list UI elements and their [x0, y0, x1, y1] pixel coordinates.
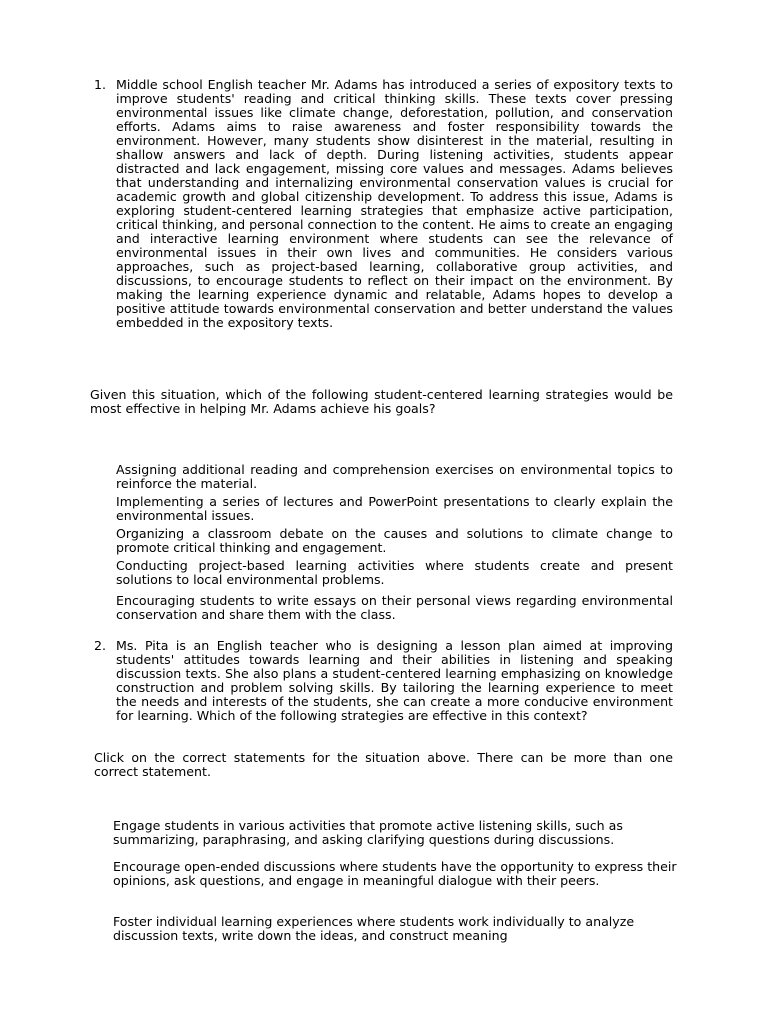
question-1-number: 1. — [94, 77, 107, 92]
q2-option-a[interactable]: Engage students in various activities that promote active listening skills, such as summarizing, paraphrasing, and asking clarifying questions during discussions. — [113, 818, 623, 847]
question-2-prompt: Click on the correct statements for the situation above. There can be more than one correct statement. — [94, 750, 673, 779]
question-2-number: 2. — [94, 638, 107, 653]
q1-option-b[interactable]: Implementing a series of lectures and PowerPoint presentations to clearly explain the environmental issues. — [116, 494, 673, 523]
q2-option-c[interactable]: Foster individual learning experiences where students work individually to analyze discussion texts, write down the ideas, and construct meaning — [113, 914, 635, 943]
q1-option-d[interactable]: Conducting project-based learning activities where students create and present solutions to local environmental problems. — [116, 558, 673, 587]
q1-option-a[interactable]: Assigning additional reading and comprehension exercises on environmental topics to reinforce the material. — [116, 462, 673, 491]
question-2-text: Ms. Pita is an English teacher who is designing a lesson plan aimed at improving students' attitudes towards learning and their abilities in listening and speaking discussion texts. She also plans a student-centered learning emphasizing on knowledge construction and problem solving skills. By tailoring the learning experience to meet the needs and interests of the students, she can create a more conducive environment for learning. Which of the following strategies are effective in this context? — [116, 638, 673, 723]
q2-option-b[interactable]: Encourage open-ended discussions where students have the opportunity to express their opinions, ask questions, and engage in meaningful dialogue with their peers. — [113, 859, 677, 888]
question-1-text: Middle school English teacher Mr. Adams has introduced a series of expository texts to improve students' reading and critical thinking skills. These texts cover pressing environmental issues like climate change, deforestation, pollution, and conservation efforts. Adams aims to raise awareness and foster responsibility towards the environment. However, many students show disinterest in the material, resulting in shallow answers and lack of depth. During listening activities, students appear distracted and lack engagement, missing core values and messages. Adams believes that understanding and internalizing environmental conservation values is crucial for academic growth and global citizenship development. To address this issue, Adams is exploring student-centered learning strategies that emphasize active participation, critical thinking, and personal connection to the content. He aims to create an engaging and interactive learning environment where students can see the relevance of environmental issues in their own lives and communities. He considers various approaches, such as project-based learning, collaborative group activities, and discussions, to encourage students to reflect on their impact on the environment. By making the learning experience dynamic and relatable, Adams hopes to develop a positive attitude towards environmental conservation and better understand the values embedded in the expository texts. — [116, 77, 673, 330]
question-1-prompt: Given this situation, which of the following student-centered learning strategies would be most effective in helping Mr. Adams achieve his goals? — [90, 387, 673, 416]
q1-option-c[interactable]: Organizing a classroom debate on the causes and solutions to climate change to promote critical thinking and engagement. — [116, 526, 673, 555]
q1-option-e[interactable]: Encouraging students to write essays on their personal views regarding environmental conservation and share them with the class. — [116, 593, 673, 622]
